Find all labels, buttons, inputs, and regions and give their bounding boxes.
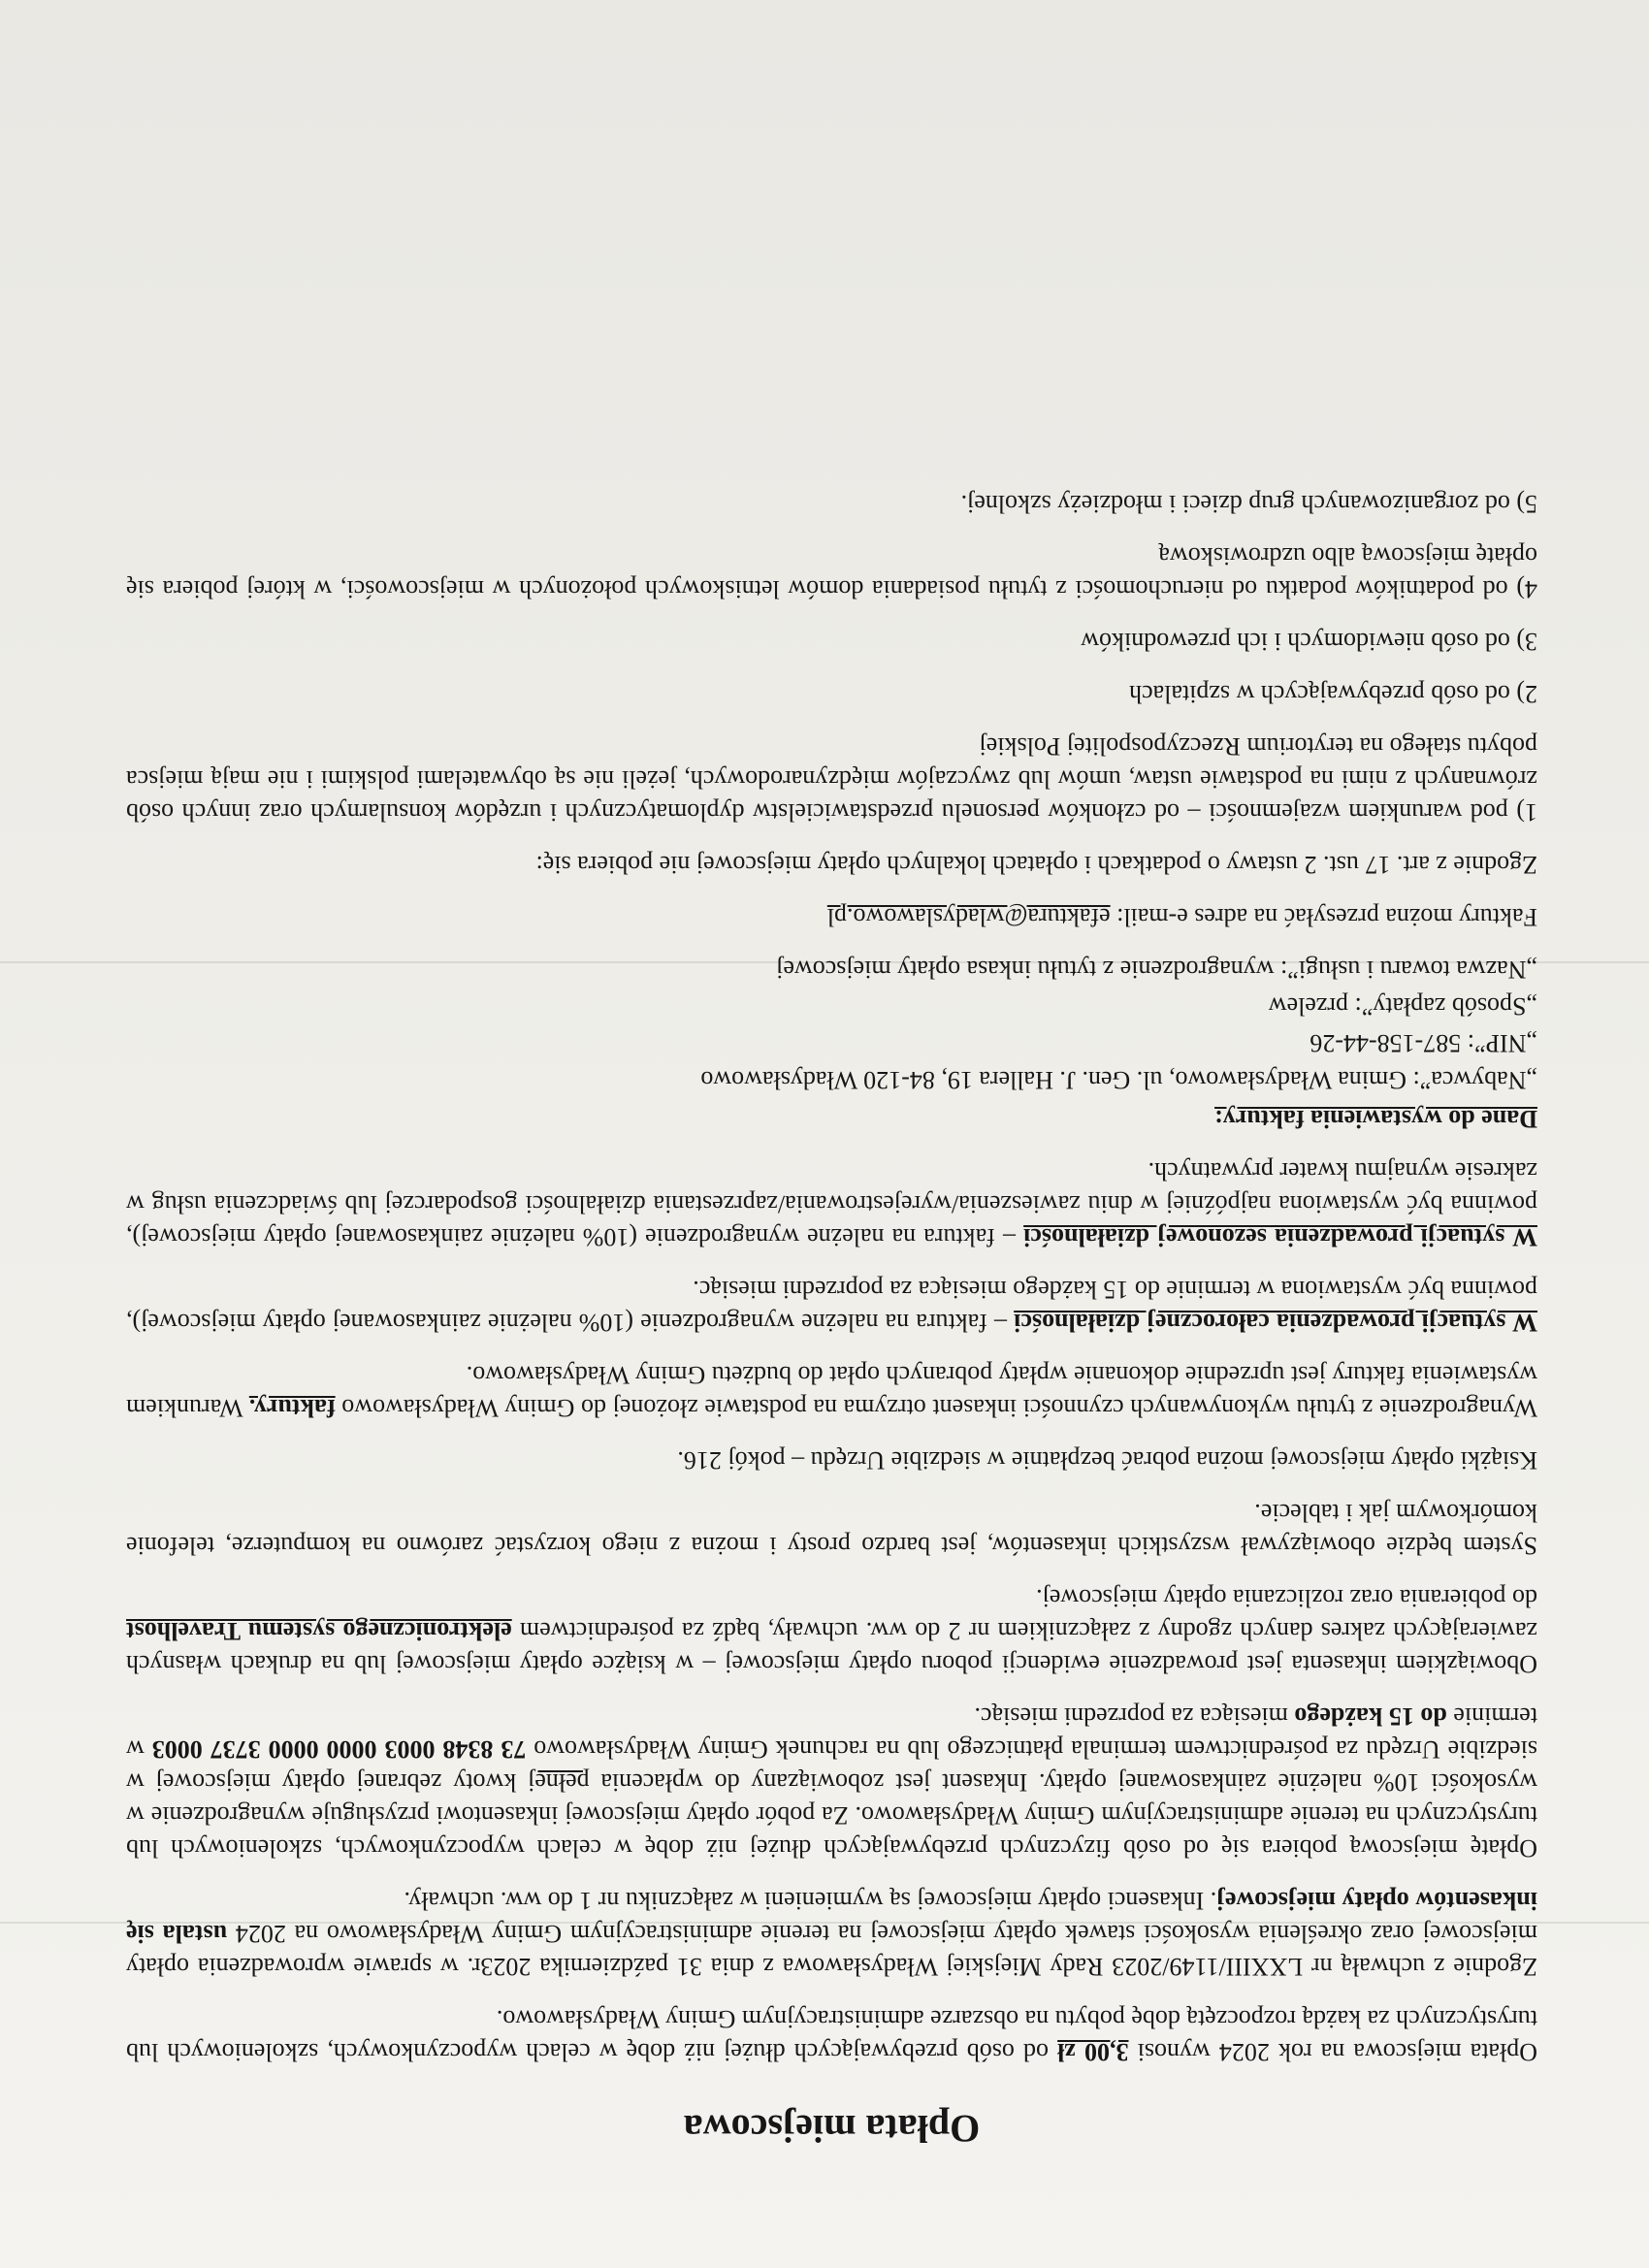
list-item: 4) od podatników podatku od nieruchomości z tytułu posiadania domów letniskowych położonych w miejscowości, w której pobiera się opłatę miejscową albo uzdrowiskową [126, 542, 1537, 603]
collectors-statement: ustala się inkasentów opłaty miejscowej [126, 1887, 1537, 1948]
year-round-paragraph: W sytuacji prowadzenia całorocznej działalności – faktura na należne wynagrodzenie (10% należnie zainkasowanej opłaty miejscowej), powinna być wystawiona w terminie do 15 każdego miesiąca za poprzedni miesiąc. [126, 1276, 1537, 1337]
invoice-data [126, 953, 1537, 1096]
invoice-buyer: „Nabywca”: Gmina Władysławowo, ul. Gen. J. Hallera 19, 84-120 Władysławowo [700, 1066, 1537, 1094]
list-item: 1) pod warunkiem wzajemności – od członków personelu przedstawicielstw dyplomatycznych i urzędów konsularnych oraz innych osób zrównanych z nimi na podstawie ustaw, umów lub zwyczajów międzynarodowych, jeżeli nie są obywatelami polskimi i nie mają miejsca pobytu stałego na terytorium Rzeczypospolitej Polskiej [126, 732, 1537, 826]
list-item: 3) od osób niewidomych i ich przewodników [1081, 628, 1537, 656]
resolution-paragraph: Zgodnie z uchwałą nr LXXIII/1149/2023 Rady Miejskiej Władysławowa z dnia 31 października 2023r. w sprawie wprowadzenia opłaty miejscowej oraz określenia wysokości stawek opłaty miejscowej na terenie administracyjnym Gminy Władysławowo na 2024 ustala się inkasentów opłaty miejscowej. Inkasenci opłaty miejscowej są wymienieni w załączniku nr 1 do ww. uchwały. [126, 1887, 1537, 1981]
bank-account-number: 73 8348 0003 0000 0000 3737 0003 [151, 1735, 527, 1764]
booklet-paragraph: Książki opłaty miejscowej można pobrać bezpłatnie w siedzibie Urzędu – pokój 216. [677, 1446, 1537, 1474]
seasonal-lead: W sytuacji prowadzenia sezonowej działalności [1023, 1223, 1537, 1251]
year-round-lead: W sytuacji prowadzenia całorocznej działalności [1014, 1309, 1537, 1337]
register-paragraph: Obowiązkiem inkasenta jest prowadzenie ewidencji poboru opłaty miejscowej – w książce opłaty miejscowej lub na drukach własnych zawierających zakres danych zgodny z załącznikiem nr 2 do ww. uchwały, bądź za pośrednictwem elektronicznego systemu Travelhost do pobierania oraz rozliczania opłaty miejscowej. [126, 1584, 1537, 1678]
invoice-payment-method: „Sposób zapłaty”: przelew [1268, 992, 1537, 1021]
invoice-nip: „NIP”: 587-158-44-26 [1310, 1029, 1537, 1057]
system-paragraph: System będzie obowiązywał wszystkich inkasentów, jest bardzo prosty i można z niego korzystać zarówno na komputerze, telefonie komórkowym jak i tablecie. [126, 1499, 1537, 1560]
collection-paragraph: Opłatę miejscową pobiera się od osób fizycznych przebywających dłużej niż dobę w celach wypoczynkowych, szkoleniowych lub turystycznych na terenie administracyjnym Gminy Władysławowo. Za pobór opłaty miejscowej inkasentowi przysługuje wynagrodzenie w wysokości 10% należnie zainkasowanej opłaty. Inkasent jest zobowiązany do wpłacenia pełnej kwoty zebranej opłaty miejscowej w siedzibie Urzędu za pośrednictwem terminala płatniczego lub na rachunek Gminy Władysławowo 73 8348 0003 0000 0000 3737 0003 w terminie do 15 każdego miesiąca za poprzedni miesiąc. [126, 1702, 1537, 1863]
invoice-data-heading: Dane do wystawienia faktury: [1214, 1105, 1537, 1133]
page-title: Opłata miejscowa [683, 2107, 981, 2151]
fee-paragraph: Opłata miejscowa na rok 2024 wynosi 3,00 zł od osób przebywających dłużej niż dobę w celach wypoczynkowych, szkoleniowych lub turystycznych za każdą rozpoczętą dobę pobytu na obszarze administracyjnym Gminy Władysławowo. [125, 2005, 1537, 2066]
list-item: 5) od zorganizowanych grup dzieci i młodzieży szkolnej. [960, 490, 1537, 518]
invoice-emphasis: faktury. [248, 1394, 336, 1422]
exemptions-intro: Zgodnie z art. 17 ust. 2 ustawy o podatkach i opłatach lokalnych opłaty miejscowej nie pobiera się: [535, 851, 1537, 879]
full-amount-emphasis: pełnej [528, 1768, 590, 1797]
deadline-emphasis: do 15 każdego [1294, 1702, 1447, 1731]
exemptions-list [126, 487, 1537, 828]
list-item: 2) od osób przebywających w szpitalach [1129, 680, 1537, 708]
document-body [126, 468, 1537, 2152]
invoice-email-link[interactable]: efaktura@wladyslawowo.pl [826, 903, 1111, 931]
fee-amount: 3,00 zł [1057, 2038, 1129, 2066]
remuneration-paragraph: Wynagrodzenie z tytułu wykonywanych czynności inkasent otrzyma na podstawie złożonej do Gminy Władysławowo faktury. Warunkiem wystawienia faktury jest uprzednie dokonanie wpłaty pobranych opłat do budżetu Gminy Władysławowo. [126, 1361, 1537, 1422]
seasonal-paragraph: W sytuacji prowadzenia sezonowej działalności – faktura na należne wynagrodzenie (10% należnie zainkasowanej opłaty miejscowej), powinna być wystawiona najpóźniej w dniu zawieszenia/wyrejestrowania/zaprzestania działalności gospodarczej lub świadczenia usług w zakresie wynajmu kwater prywatnych. [126, 1157, 1537, 1251]
invoice-item-name: „Nazwa towaru i usługi”: wynagrodzenie z tytułu inkasa opłaty miejscowej [776, 956, 1537, 984]
travelhost-system: elektronicznego systemu Travelhost [126, 1617, 512, 1645]
email-paragraph: Faktury można przesyłać na adres e-mail: efaktura@wladyslawowo.pl [826, 903, 1537, 931]
